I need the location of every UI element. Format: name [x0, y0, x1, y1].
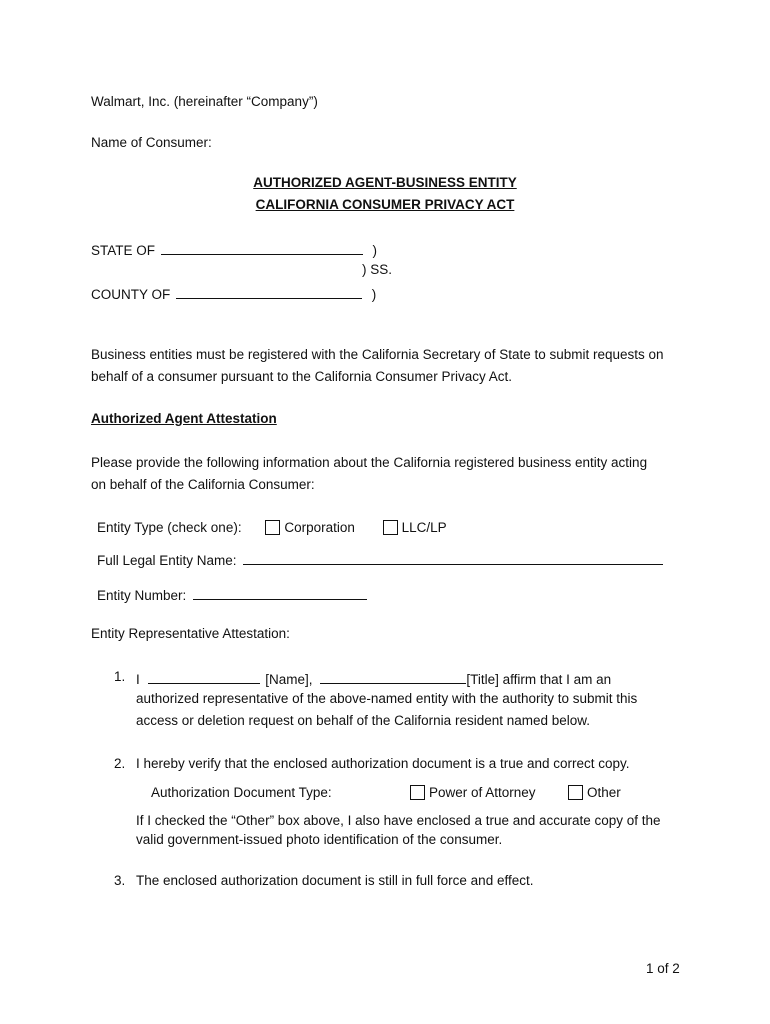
- entity-name-input-line[interactable]: [243, 550, 663, 565]
- item1-line2: authorized representative of the above-named entity with the authority to submit this: [136, 691, 638, 706]
- item2-text: I hereby verify that the enclosed authorization document is a true and correct copy.: [136, 756, 630, 771]
- state-paren: ): [372, 243, 378, 258]
- entity-type-row: [97, 520, 447, 535]
- item1-name-input-line[interactable]: [148, 669, 260, 684]
- poa-label: Power of Attorney: [429, 785, 536, 800]
- poa-option[interactable]: [410, 785, 536, 800]
- llc-checkbox[interactable]: [383, 520, 398, 535]
- state-label: STATE OF: [91, 243, 155, 258]
- llc-label: LLC/LP: [401, 520, 447, 535]
- document-title-line1: AUTHORIZED AGENT-BUSINESS ENTITY: [253, 175, 517, 190]
- county-input-line[interactable]: [176, 284, 362, 299]
- entity-name-row: [97, 550, 663, 568]
- item1-prefix: I: [136, 672, 140, 687]
- county-paren: ): [371, 287, 377, 302]
- other-label: Other: [587, 785, 621, 800]
- section-desc-line1: Please provide the following information about the California registered business entity acting: [91, 455, 648, 470]
- entity-number-input-line[interactable]: [193, 585, 367, 600]
- llc-option[interactable]: [383, 520, 447, 535]
- corporation-checkbox[interactable]: [265, 520, 280, 535]
- state-row: [91, 240, 377, 258]
- item2-other-line1: If I checked the “Other” box above, I also have enclosed a true and accurate copy of the: [136, 813, 661, 828]
- entity-number-label: Entity Number:: [97, 588, 187, 603]
- state-input-line[interactable]: [161, 240, 363, 255]
- other-option[interactable]: [568, 785, 621, 800]
- page-number: 1 of 2: [646, 961, 680, 976]
- section-heading: Authorized Agent Attestation: [91, 411, 277, 426]
- item1-name-tag: [Name],: [265, 672, 313, 687]
- item2-other-line2: valid government-issued photo identification of the consumer.: [136, 832, 503, 847]
- item1-line1: [136, 669, 611, 687]
- county-label: COUNTY OF: [91, 287, 171, 302]
- rep-attestation-label: Entity Representative Attestation:: [91, 626, 290, 641]
- item1-title-tag: [Title] affirm that I am an: [466, 672, 612, 687]
- item1-line3: access or deletion request on behalf of the California resident named below.: [136, 713, 591, 728]
- entity-number-row: [97, 585, 367, 603]
- entity-name-label: Full Legal Entity Name:: [97, 553, 237, 568]
- ss-marker: ) SS.: [362, 262, 393, 277]
- poa-checkbox[interactable]: [410, 785, 425, 800]
- intro-line2: behalf of a consumer pursuant to the California Consumer Privacy Act.: [91, 369, 512, 384]
- corporation-option[interactable]: [265, 520, 358, 535]
- section-desc-line2: on behalf of the California Consumer:: [91, 477, 315, 492]
- consumer-name-label: Name of Consumer:: [91, 135, 212, 150]
- item3-number: 3.: [114, 873, 126, 888]
- document-title-line2: CALIFORNIA CONSUMER PRIVACY ACT: [255, 197, 515, 212]
- company-line: Walmart, Inc. (hereinafter “Company”): [91, 94, 318, 109]
- item1-number: 1.: [114, 669, 126, 684]
- doc-type-label: Authorization Document Type:: [151, 785, 332, 800]
- item3-text: The enclosed authorization document is still in full force and effect.: [136, 873, 534, 888]
- entity-type-label: Entity Type (check one):: [97, 520, 242, 535]
- corporation-label: Corporation: [284, 520, 355, 535]
- intro-line1: Business entities must be registered with the California Secretary of State to submit requests on: [91, 347, 664, 362]
- other-checkbox[interactable]: [568, 785, 583, 800]
- item2-number: 2.: [114, 756, 126, 771]
- county-row: [91, 284, 376, 302]
- item1-title-input-line[interactable]: [320, 669, 466, 684]
